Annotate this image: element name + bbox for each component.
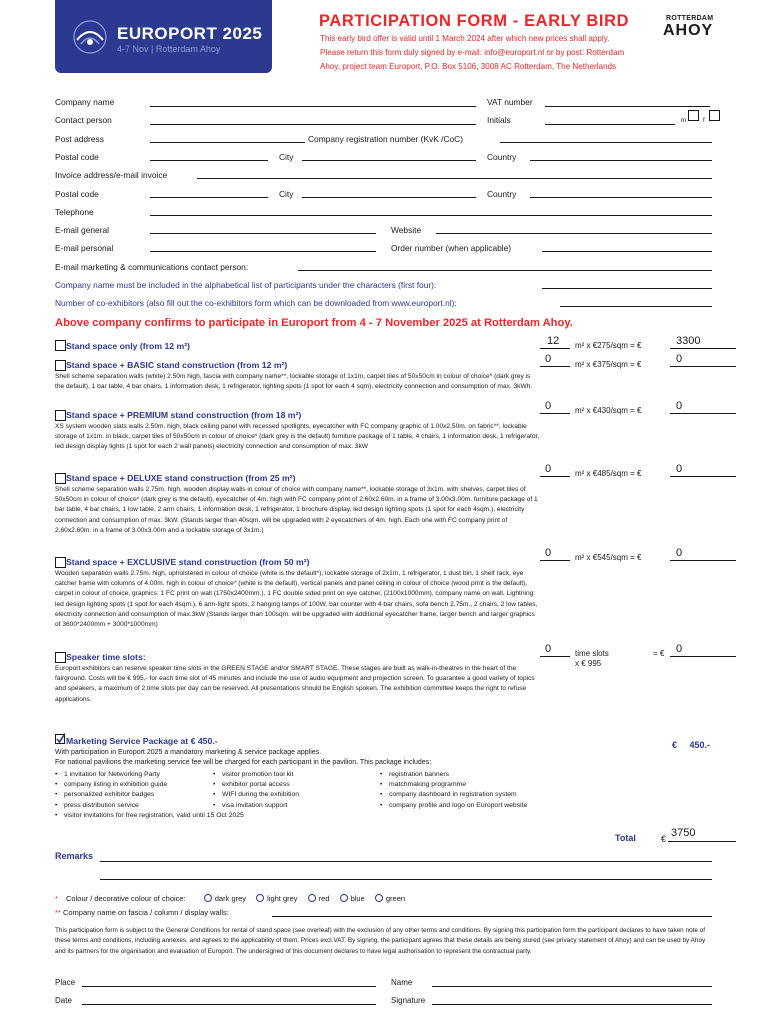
colour-option-blue[interactable]: blue bbox=[332, 894, 365, 903]
date-label: Date bbox=[55, 996, 72, 1005]
contact-person-field[interactable] bbox=[150, 124, 476, 125]
email-marketing-label: E-mail marketing & communications contact person: bbox=[55, 262, 249, 272]
total-label: Total bbox=[615, 833, 636, 843]
premium-qty[interactable]: 0 bbox=[545, 400, 552, 412]
post-address-field[interactable] bbox=[150, 142, 305, 143]
postal-code-field[interactable] bbox=[150, 160, 268, 161]
legal-text: This participation form is subject to the General Conditions for rental of stand space (see overleaf) with the exclusion of any other terms and conditions. By signing this participation form the participant declares to have taken note of these terms and conditions, including annexes, and agrees to the applicability of them. Prices excl.VAT. By signing, the participant agrees that these details are being stored (see privacy statement of Ahoy) and can be used by Ahoy and its partners for the organisation and evaluation of Europort. The undersigned of this document declares to have legal authorisation to represent the contractual party. bbox=[55, 927, 706, 955]
country-2-label: Country bbox=[487, 189, 517, 199]
stand-only-title: Stand space only (from 12 m²) bbox=[66, 341, 191, 351]
stand-only-calc: m² x €275/sqm = € bbox=[575, 341, 642, 350]
fascia-stars: ** bbox=[55, 908, 61, 917]
reg-number-field[interactable] bbox=[500, 142, 712, 143]
basic-qty-line bbox=[540, 366, 570, 367]
exclusive-qty[interactable]: 0 bbox=[545, 547, 552, 559]
fascia-label: Company name on fascia / column / display walls: bbox=[62, 908, 229, 917]
company-name-field[interactable] bbox=[150, 106, 476, 107]
return-note: Please return this form duly signed by e-mail: info@europort.nl or by post: Rotterdam bbox=[320, 48, 625, 57]
post-address-label: Post address bbox=[55, 134, 104, 144]
basic-total-line bbox=[670, 366, 736, 367]
signature-label: Signature bbox=[391, 996, 426, 1005]
speaker-qty-line bbox=[540, 656, 570, 657]
stand-only-checkbox[interactable] bbox=[55, 340, 66, 351]
exclusive-total[interactable]: 0 bbox=[676, 547, 683, 559]
postal-code-2-field[interactable] bbox=[150, 197, 268, 198]
deluxe-total[interactable]: 0 bbox=[676, 463, 683, 475]
logo-title: EUROPORT 2025 bbox=[117, 24, 263, 43]
male-label: m bbox=[681, 118, 686, 124]
premium-total[interactable]: 0 bbox=[676, 400, 683, 412]
vat-field[interactable] bbox=[545, 106, 710, 107]
europort-logo-icon bbox=[73, 20, 107, 54]
exclusive-title: Stand space + EXCLUSIVE stand construction (from 50 m²) bbox=[66, 557, 310, 567]
vat-label: VAT number bbox=[487, 97, 533, 107]
list-item: • visitor invitations for free registration, valid until 15 Oct 2025 bbox=[55, 811, 215, 821]
email-personal-label: E-mail personal bbox=[55, 243, 114, 253]
marketing-list-col1 bbox=[55, 770, 244, 821]
fascia-field[interactable] bbox=[272, 916, 712, 917]
place-field[interactable] bbox=[82, 986, 376, 987]
list-item: • personalized exhibitor badges bbox=[55, 790, 215, 800]
speaker-qty[interactable]: 0 bbox=[545, 643, 552, 655]
invoice-field[interactable] bbox=[197, 178, 712, 179]
city-label: City bbox=[279, 152, 294, 162]
postal-code-2-label: Postal code bbox=[55, 189, 99, 199]
marketing-list-col2 bbox=[213, 770, 373, 811]
marketing-title: Marketing Service Package at € 450.- bbox=[66, 736, 218, 746]
basic-calc: m² x €375/sqm = € bbox=[575, 360, 642, 369]
ahoy-logo: AHOY bbox=[663, 22, 714, 39]
radio-icon bbox=[375, 894, 383, 902]
email-personal-field[interactable] bbox=[150, 251, 376, 252]
invoice-label: Invoice address/e-mail invoice bbox=[55, 170, 168, 180]
premium-calc: m² x €430/sqm = € bbox=[575, 406, 642, 415]
list-item: • visa invitation support bbox=[213, 801, 373, 811]
city-2-label: City bbox=[279, 189, 294, 199]
premium-title: Stand space + PREMIUM stand construction (from 18 m²) bbox=[66, 410, 302, 420]
exclusive-total-line bbox=[670, 560, 736, 561]
confirmation-statement: Above company confirms to participate in Europort from 4 - 7 November 2025 at Rotterdam Ahoy. bbox=[55, 317, 573, 329]
stand-only-total-line bbox=[670, 348, 736, 349]
speaker-total[interactable]: 0 bbox=[676, 643, 683, 655]
remarks-field[interactable] bbox=[100, 861, 712, 862]
colour-choice-row bbox=[55, 894, 405, 903]
total-value[interactable]: 3750 bbox=[671, 827, 696, 839]
list-item: • press distribution service bbox=[55, 801, 215, 811]
premium-description: XS system wooden slats walls 2.50m. high, black ceiling panel with recessed spotlights, eyecatcher with FC company graphic of 1.00x2.50m. on fabric**, lockable storage of 1x1m. in black, carpet tiles of 50x50cm in colour of choice* (dark grey is the default) furniture package of 1 table, 4 chairs, 1 information desk, 1 refrigerator, led design display lights (1 spot for each 2 wall panels) electricity connection and consumption of max. 3kW bbox=[55, 423, 540, 451]
signature-field[interactable] bbox=[432, 1004, 712, 1005]
postal-code-label: Postal code bbox=[55, 152, 99, 162]
radio-icon bbox=[256, 894, 264, 902]
list-item: • visitor promotion tool kit bbox=[213, 770, 373, 780]
list-item: • exhibitor portal access bbox=[213, 780, 373, 790]
colour-label: Colour / decorative colour of choice: bbox=[66, 894, 186, 903]
marketing-line1: With participation in Europort 2025 a mandatory marketing & service package applies. bbox=[55, 749, 322, 756]
initials-label: Initials bbox=[487, 115, 511, 125]
stand-only-total[interactable]: 3300 bbox=[676, 335, 701, 347]
basic-checkbox[interactable] bbox=[55, 360, 66, 371]
exclusive-checkbox[interactable] bbox=[55, 557, 66, 568]
date-field[interactable] bbox=[82, 1004, 376, 1005]
radio-icon bbox=[204, 894, 212, 902]
speaker-price: x € 995 bbox=[575, 659, 602, 668]
marketing-amount: € 450.- bbox=[672, 740, 711, 750]
list-item: • 1 invitation for Networking Party bbox=[55, 770, 215, 780]
address-note: Ahoy, project team Europort, P.O. Box 5106, 3008 AC Rotterdam, The Netherlands bbox=[320, 62, 617, 71]
premium-total-line bbox=[670, 413, 736, 414]
radio-icon bbox=[308, 894, 316, 902]
colour-option-light-grey[interactable]: light grey bbox=[248, 894, 297, 903]
city-field[interactable] bbox=[302, 160, 476, 161]
marketing-checked-icon[interactable] bbox=[55, 733, 66, 744]
exclusive-description: Wooden separation walls 2.75m. high, upholstered in colour of choice (white is the default*), lockable storage of 2x1m, 1 refrigerator, 1 dust bin, 1 shelf rack, eye catcher frame with columns of 4.00m. high in colour of choice* (white is the default), vertical panels and panel ceiling in colour of choice (wood print is the default), carpet in colour of choice, graphics: 1 FC print on wall (1750x2400mm.), 1 FC double sided print on eye catcher, (2100x1000mm), company name on wall, Lightning: led design lighting spots (1 spot for each 4sqm.), 6 arm-light spots, 2 hanging lamps of 100W, bar counter with 4 bar chairs, sofa bench 2.75m., 2 chairs, 2 low tables, electricity connection and consumption of max.3kW (Stands larger than 100sqm. will be upgraded with additional eyecatcher frame, larger bench and larger graphics of 3600*2400mm + 3000*1000mm) bbox=[55, 570, 538, 629]
total-line bbox=[668, 841, 736, 842]
deluxe-calc: m² x €485/sqm = € bbox=[575, 469, 642, 478]
list-item: • WIFI during the exhibition bbox=[213, 790, 373, 800]
alpha-list-field[interactable] bbox=[542, 288, 712, 289]
stand-only-qty[interactable]: 12 bbox=[547, 335, 560, 347]
form-title: PARTICIPATION FORM - EARLY BIRD bbox=[319, 12, 630, 30]
company-name-label: Company name bbox=[55, 97, 115, 107]
speaker-title: Speaker time slots: bbox=[66, 652, 146, 662]
basic-qty[interactable]: 0 bbox=[545, 353, 552, 365]
place-label: Place bbox=[55, 978, 76, 987]
contact-person-label: Contact person bbox=[55, 115, 112, 125]
telephone-label: Telephone bbox=[55, 207, 94, 217]
marketing-list-col3 bbox=[380, 770, 620, 811]
name-label: Name bbox=[391, 978, 413, 987]
country-2-field[interactable] bbox=[530, 197, 712, 198]
total-currency: € bbox=[661, 834, 667, 844]
marketing-line2: For national pavilions the marketing service fee will be charged for each participant in the pavilion. This package includes: bbox=[55, 759, 432, 766]
telephone-field[interactable] bbox=[150, 215, 712, 216]
deluxe-checkbox[interactable] bbox=[55, 473, 66, 484]
premium-qty-line bbox=[540, 413, 570, 414]
colour-star: * bbox=[55, 894, 58, 903]
colour-option-green[interactable]: green bbox=[367, 894, 405, 903]
premium-checkbox[interactable] bbox=[55, 410, 66, 421]
deluxe-title: Stand space + DELUXE stand construction (from 25 m²) bbox=[66, 473, 296, 483]
coexhibitors-label: Number of co-exhibitors (also fill out the co-exhibitors form which can be downloaded from www.europort.nl): bbox=[55, 298, 457, 308]
order-number-label: Order number (when applicable) bbox=[391, 243, 512, 253]
alpha-list-label: Company name must be included in the alphabetical list of participants under the characters (first four): bbox=[55, 280, 437, 290]
radio-icon bbox=[340, 894, 348, 902]
list-item: • company profile and logo on Europort website bbox=[380, 801, 620, 811]
basic-description: Shell scheme separation walls (white) 2.50m high, fascia with company name**, lockable storage of 1x1m, carpet tiles of 50x50cm in colour of choice* (dark grey is the default), 1 bar table, 4 bar chairs, 1 information desk, 1 refrigerator, lighting spots (1 spot for each 4 sqm), electricity connection and consumption of max. 3kWh. bbox=[55, 373, 533, 391]
list-item: • registration banners bbox=[380, 770, 620, 780]
early-bird-note: This early bird offer is valid until 1 March 2024 after which new prices shall apply. bbox=[320, 34, 610, 43]
male-checkbox[interactable] bbox=[688, 110, 699, 121]
speaker-unit: time slots bbox=[575, 649, 609, 658]
order-number-field[interactable] bbox=[542, 251, 712, 252]
remarks-label: Remarks bbox=[55, 851, 94, 861]
email-general-label: E-mail general bbox=[55, 225, 109, 235]
europort-logo-block bbox=[55, 0, 272, 73]
female-checkbox[interactable] bbox=[709, 110, 720, 121]
deluxe-description: Shell scheme separation walls 2.75m. high, wooden display walls in colour of choice with company name**, lockable storage of 3x1m. with shelves, carpet tiles of 50x50cm in colour of choice* (dark grey is the default), eyecatcher of 4m. high with FC company print of 2.60x2.60m. in a frame of 3.00x3.00m. furniture package of 1 bar table, 4 bar chairs, 1 low table, 2 arm chairs, 1 information desk, 1 refrigerator, 1 brochure display, led design lighting spots (1 spot for each 4sqm.), electricity connection and consumption of max. 3kW. (Stands larger than 40sqm. will be upgraded with 2 eyecatchers of 4m. high. Each one with FC company print of 2.60x2.60m. in a frame of 3.00x3.00m and a lockable storage of 3x1m.) bbox=[55, 486, 538, 534]
speaker-checkbox[interactable] bbox=[55, 652, 66, 663]
website-field[interactable] bbox=[436, 233, 712, 234]
list-item: • company listing in exhibition guide bbox=[55, 780, 215, 790]
coexhibitors-field[interactable] bbox=[560, 306, 712, 307]
remarks-field-2[interactable] bbox=[100, 879, 712, 880]
exclusive-qty-line bbox=[540, 560, 570, 561]
email-general-field[interactable] bbox=[150, 233, 376, 234]
female-label: f bbox=[703, 118, 705, 124]
fascia-row bbox=[55, 908, 229, 917]
deluxe-qty-line bbox=[540, 476, 570, 477]
name-field[interactable] bbox=[432, 986, 712, 987]
city-2-field[interactable] bbox=[302, 197, 476, 198]
deluxe-total-line bbox=[670, 476, 736, 477]
ahoy-logo-small: ROTTERDAM bbox=[666, 15, 714, 22]
list-item: • company dashboard in registration system bbox=[380, 790, 620, 800]
exclusive-calc: m² x €545/sqm = € bbox=[575, 553, 642, 562]
list-item: • matchmaking programme bbox=[380, 780, 620, 790]
speaker-description: Europort exhibitors can reserve speaker time slots in the GREEN STAGE and/or SMART STAGE. These stages are built as walk-in-theatres in the heart of the fairground. Costs will be € 995,- for each time slot of 45 minutes and include the use of audio equipment and projection screen. To guarantee a good variety of topics and speakers, a maximum of 2 time slots per day can be reserved. All presentations should be English spoken. The exhibition committee keeps the right to refuse applications. bbox=[55, 665, 535, 703]
country-label: Country bbox=[487, 152, 517, 162]
stand-only-qty-line bbox=[540, 348, 570, 349]
colour-option-red[interactable]: red bbox=[300, 894, 330, 903]
initials-field[interactable] bbox=[545, 124, 675, 125]
basic-total[interactable]: 0 bbox=[676, 353, 683, 365]
speaker-eq: = € bbox=[653, 649, 665, 658]
deluxe-qty[interactable]: 0 bbox=[545, 463, 552, 475]
email-marketing-field[interactable] bbox=[298, 270, 712, 271]
reg-number-label: Company registration number (KvK /CoC) bbox=[308, 134, 463, 144]
basic-title: Stand space + BASIC stand construction (from 12 m²) bbox=[66, 360, 288, 370]
website-label: Website bbox=[391, 225, 422, 235]
colour-option-dark-grey[interactable]: dark grey bbox=[196, 894, 246, 903]
country-field[interactable] bbox=[530, 160, 712, 161]
speaker-total-line bbox=[670, 656, 736, 657]
logo-subtitle: 4-7 Nov | Rotterdam Ahoy bbox=[117, 44, 221, 54]
